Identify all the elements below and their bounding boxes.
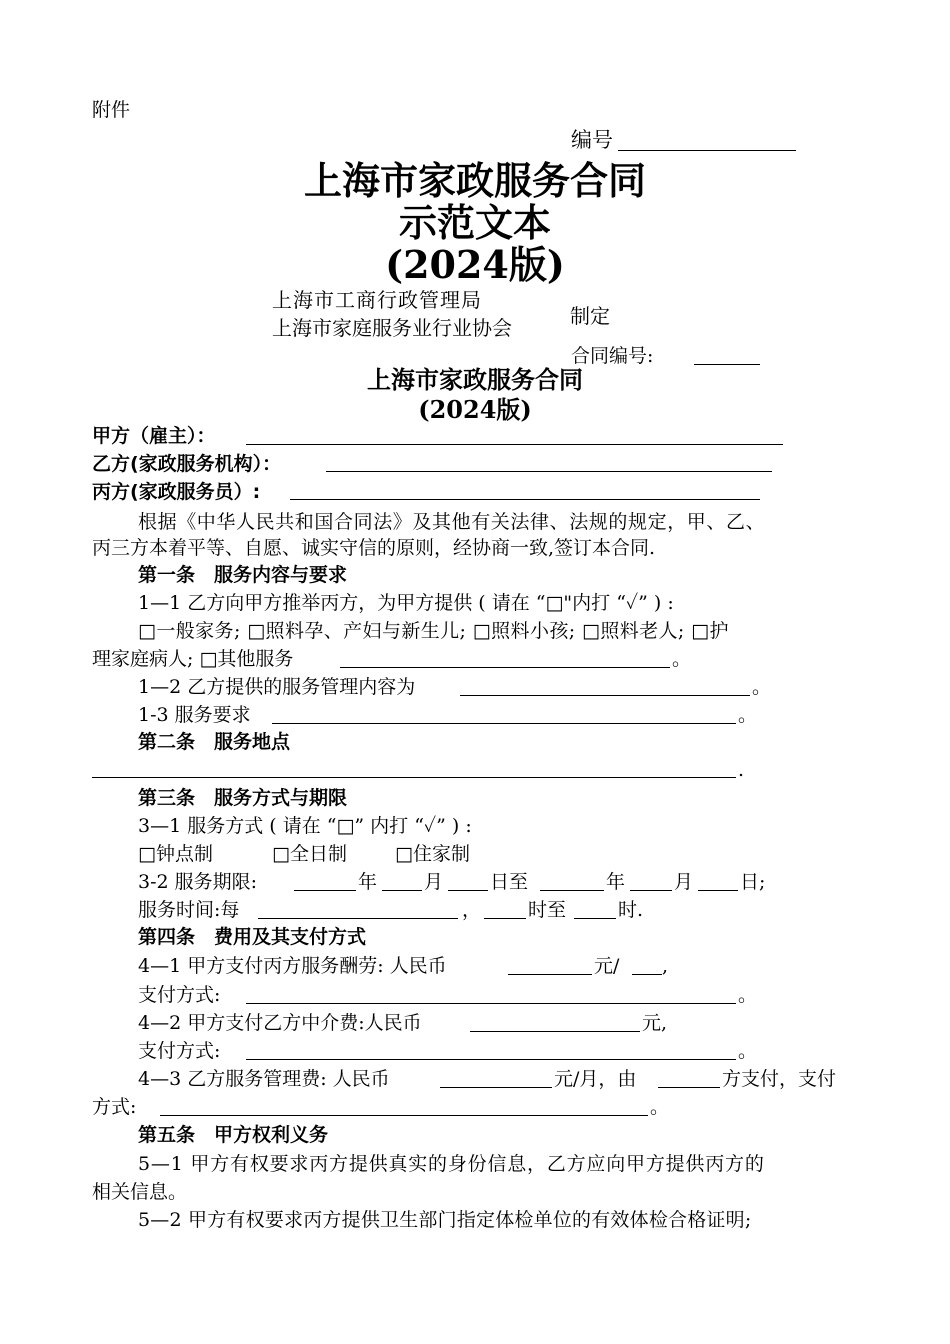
party-c-label: 丙方(家政服务员）: [92, 481, 261, 503]
month-label: 月 [674, 871, 694, 893]
other-service-field[interactable] [340, 667, 670, 668]
service-requirements-field[interactable] [272, 723, 736, 724]
article-1-options-line1[interactable]: □一般家务; □照料孕、产妇与新生儿; □照料小孩; □照料老人; □护 [138, 620, 729, 642]
article-2-title: 第二条 服务地点 [138, 731, 291, 753]
contract-edition: (2024版) [418, 395, 532, 424]
article-5-1-line2: 相关信息。 [92, 1181, 188, 1203]
pay-method-field-2[interactable] [246, 1059, 736, 1060]
pay-method-field-1[interactable] [246, 1003, 736, 1004]
issued-label: 制定 [570, 304, 610, 328]
article-5-2: 5—2 甲方有权要求丙方提供卫生部门指定体检单位的有效体检合格证明; [138, 1209, 752, 1231]
cover-title-line1: 上海市家政服务合同 [303, 158, 646, 203]
pay-method-label: 支付方式: [138, 1040, 221, 1062]
contract-number-field[interactable] [694, 364, 760, 365]
option-full-day[interactable]: □全日制 [272, 843, 347, 865]
party-b-field[interactable] [326, 471, 772, 472]
management-fee-mid: 元/月，由 [554, 1068, 637, 1090]
article-1-1: 1—1 乙方向甲方推举丙方，为甲方提供 ( 请在 “□"内打 “✓” ) : [138, 592, 674, 614]
start-day-field[interactable] [448, 890, 488, 891]
service-management-field[interactable] [460, 695, 750, 696]
agency-fee-field[interactable] [470, 1031, 640, 1032]
party-a-field[interactable] [246, 444, 783, 445]
article-5-1-line1: 5—1 甲方有权要求丙方提供真实的身份信息，乙方应向甲方提供丙方的 [138, 1153, 765, 1175]
article-3-title: 第三条 服务方式与期限 [138, 787, 348, 809]
article-1-options-line2[interactable]: 理家庭病人; □其他服务 [92, 648, 294, 670]
end-hour-field[interactable] [574, 918, 616, 919]
option-hourly[interactable]: □钟点制 [138, 843, 213, 865]
hour-end-label: 时. [618, 899, 644, 921]
punct-dot: . [738, 759, 745, 781]
cover-title-line2: 示范文本 [398, 200, 551, 245]
punct-period: 。 [738, 984, 758, 1006]
article-1-title: 第一条 服务内容与要求 [138, 564, 348, 586]
service-time-period-field[interactable] [258, 918, 458, 919]
pay-method-field-3[interactable] [160, 1115, 648, 1116]
article-3-2-label: 3-2 服务期限: [138, 871, 258, 893]
management-fee-end: 方支付，支付 [722, 1068, 837, 1090]
month-label: 月 [424, 871, 444, 893]
cover-title-line3: (2024版) [385, 242, 565, 287]
attachment-label: 附件 [92, 99, 131, 121]
party-c-field[interactable] [290, 499, 760, 500]
worker-fee-field[interactable] [508, 974, 592, 975]
intro-line-1: 根据《中华人民共和国合同法》及其他有关法律、法规的规定，甲、乙、 [138, 511, 766, 533]
fee-period-field[interactable] [632, 974, 662, 975]
end-month-field[interactable] [630, 890, 672, 891]
pay-method-label-2: 方式: [92, 1096, 137, 1118]
article-4-2: 4—2 甲方支付乙方中介费:人民币 [138, 1012, 422, 1034]
end-year-field[interactable] [540, 890, 604, 891]
start-month-field[interactable] [382, 890, 422, 891]
punct-comma: , [662, 955, 669, 977]
article-1-2: 1—2 乙方提供的服务管理内容为 [138, 676, 416, 698]
article-4-1: 4—1 甲方支付丙方服务酬劳: 人民币 [138, 955, 447, 977]
day-label: 日; [740, 871, 766, 893]
punct-period: 。 [672, 648, 692, 670]
punct-period: 。 [738, 1040, 758, 1062]
punct-comma: ， [462, 899, 482, 921]
start-hour-field[interactable] [484, 918, 526, 919]
intro-line-2: 丙三方本着平等、自愿、诚实守信的原则，经协商一致,签订本合同. [92, 537, 656, 559]
punct-period: 。 [650, 1096, 670, 1118]
payer-field[interactable] [658, 1087, 720, 1088]
end-day-field[interactable] [698, 890, 738, 891]
fee-unit-label: 元/ [594, 955, 620, 977]
issuer-2: 上海市家庭服务业行业协会 [272, 316, 512, 340]
article-4-title: 第四条 费用及其支付方式 [138, 926, 367, 948]
contract-title: 上海市家政服务合同 [367, 365, 583, 394]
yuan-label: 元, [642, 1012, 668, 1034]
party-a-label: 甲方（雇主）： [92, 425, 216, 447]
article-4-3: 4—3 乙方服务管理费: 人民币 [138, 1068, 390, 1090]
day-to-label: 日至 [490, 871, 529, 893]
service-time-label: 服务时间:每 [138, 899, 240, 921]
punct-period: 。 [752, 676, 772, 698]
party-b-label: 乙方(家政服务机构）： [92, 453, 282, 475]
punct-period: 。 [738, 704, 758, 726]
start-year-field[interactable] [294, 890, 356, 891]
year-label: 年 [358, 871, 378, 893]
management-fee-field[interactable] [440, 1087, 552, 1088]
issuer-1: 上海市工商行政管理局 [272, 288, 482, 312]
service-location-field[interactable] [92, 777, 736, 778]
pay-method-label: 支付方式: [138, 984, 221, 1006]
article-1-3: 1-3 服务要求 [138, 704, 251, 726]
article-3-1: 3—1 服务方式 ( 请在 “□” 内打 “✓” ) : [138, 815, 472, 837]
article-5-title: 第五条 甲方权利义务 [138, 1124, 329, 1146]
serial-number-label: 编号 [571, 128, 613, 152]
serial-number-field[interactable] [618, 150, 796, 151]
option-live-in[interactable]: □住家制 [395, 843, 470, 865]
year-label: 年 [606, 871, 626, 893]
hour-to-label: 时至 [528, 899, 567, 921]
contract-number-label: 合同编号: [571, 345, 654, 367]
